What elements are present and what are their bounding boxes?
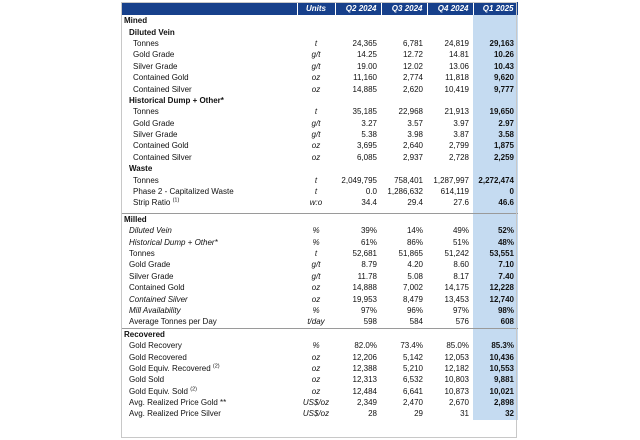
unit-cell: US$/oz	[302, 398, 330, 408]
header-units: Units	[297, 2, 335, 15]
value-cell: 35,185	[352, 107, 377, 117]
value-cell-current: 9,620	[473, 72, 518, 83]
unit-cell: %	[312, 226, 320, 236]
value-cell: 24,365	[352, 38, 377, 48]
value-cell-current	[473, 213, 518, 225]
value-cell: 758,401	[394, 175, 423, 185]
value-cell-current: 32	[473, 408, 518, 419]
value-cell: 61%	[360, 237, 377, 247]
value-cell: 12.02	[402, 61, 423, 71]
value-cell: 73.4%	[400, 341, 423, 351]
value-cell: 2,049,795	[341, 175, 377, 185]
value-cell	[335, 163, 381, 174]
value-cell-current: 9,881	[473, 374, 518, 385]
unit-cell: US$/oz	[302, 409, 330, 419]
value-cell: 12,484	[352, 386, 377, 396]
value-cell: 14%	[406, 226, 423, 236]
value-cell: 10,419	[444, 84, 469, 94]
unit-cell: t	[314, 107, 318, 117]
value-cell: 49%	[452, 226, 469, 236]
value-cell: 52,681	[352, 249, 377, 258]
operations-table-container	[121, 2, 518, 420]
header-period: Q4 2024	[427, 2, 473, 15]
row-label	[121, 328, 297, 340]
value-cell-current	[473, 328, 518, 340]
value-cell-current: 10,021	[473, 386, 518, 397]
row-label	[121, 140, 297, 151]
row-label	[121, 72, 297, 83]
value-cell-current: 10.43	[473, 61, 518, 72]
value-cell-current: 2,272,474	[473, 174, 518, 185]
unit-cell: g/t	[311, 50, 321, 60]
row-label-text: Diluted Vein	[129, 226, 172, 236]
header-period: Q2 2024	[335, 2, 381, 15]
unit-cell: t	[314, 175, 318, 185]
table-row	[121, 408, 518, 419]
value-cell-current	[473, 26, 518, 37]
value-cell: 82.0%	[354, 341, 377, 351]
table-row	[121, 282, 518, 293]
value-cell: 14,175	[444, 283, 469, 293]
row-label-text: Contained Silver	[129, 294, 188, 304]
unit-cell: oz	[311, 363, 321, 373]
value-cell: 12,313	[352, 375, 377, 385]
value-cell: 3.57	[407, 118, 423, 128]
row-label	[121, 259, 297, 270]
row-label	[121, 186, 297, 197]
row-label-text: Tonnes	[133, 175, 159, 185]
value-cell: 12,053	[444, 352, 469, 362]
row-label-text: Gold Sold	[129, 375, 165, 385]
value-cell: 3.98	[407, 130, 423, 140]
value-cell	[335, 213, 381, 225]
value-cell: 3.27	[361, 118, 377, 128]
row-label-text: Average Tonnes per Day	[129, 317, 217, 327]
value-cell: 5.08	[407, 271, 423, 281]
value-cell: 86%	[406, 237, 423, 247]
table-row	[121, 259, 518, 270]
operations-table	[121, 2, 519, 420]
value-cell: 8,479	[402, 294, 423, 304]
value-cell: 3,695	[356, 141, 377, 151]
value-cell	[427, 26, 473, 37]
value-cell: 19,953	[352, 294, 377, 304]
row-label-text: Waste	[129, 164, 153, 174]
value-cell: 584	[409, 317, 423, 327]
value-cell: 34.4	[361, 198, 377, 208]
row-label-text: Milled	[124, 214, 147, 224]
row-label	[121, 26, 297, 37]
row-label-text: Gold Grade	[133, 118, 175, 128]
value-cell: 39%	[360, 226, 377, 236]
value-cell: 10,873	[444, 386, 469, 396]
value-cell: 21,913	[444, 107, 469, 117]
value-cell: 2,774	[402, 73, 423, 83]
value-cell	[335, 15, 381, 26]
value-cell: 5.38	[361, 130, 377, 140]
table-row	[121, 386, 518, 397]
value-cell: 6,781	[402, 38, 423, 48]
row-label-text: Gold Equiv. Recovered	[129, 363, 211, 373]
value-cell: 8.79	[361, 260, 377, 270]
value-cell: 29.4	[407, 198, 423, 208]
row-label	[121, 282, 297, 293]
value-cell: 97%	[452, 305, 469, 315]
table-row	[121, 129, 518, 140]
value-cell: 8.60	[453, 260, 469, 270]
table-row	[121, 140, 518, 151]
row-label-text: Contained Gold	[129, 283, 185, 293]
row-label	[121, 408, 297, 419]
value-cell-current: 98%	[473, 305, 518, 316]
table-row	[121, 118, 518, 129]
value-cell: 97%	[360, 305, 377, 315]
value-cell	[381, 328, 427, 340]
row-label	[121, 271, 297, 282]
table-row	[121, 83, 518, 94]
value-cell: 28	[368, 409, 377, 419]
row-label	[121, 397, 297, 408]
section-row	[121, 328, 518, 340]
value-cell: 51,865	[398, 249, 423, 258]
unit-cell: t	[314, 38, 318, 48]
value-cell	[381, 26, 427, 37]
row-label	[121, 95, 297, 106]
row-label-text: Contained Silver	[133, 84, 192, 94]
subsection-row	[121, 163, 518, 174]
row-label	[121, 213, 297, 225]
row-label-text: Historical Dump + Other*	[129, 237, 218, 247]
value-cell-current: 12,228	[473, 282, 518, 293]
unit-cell: oz	[311, 141, 321, 151]
row-label	[121, 83, 297, 94]
value-cell: 12,388	[352, 363, 377, 373]
unit-cell	[297, 328, 335, 340]
value-cell: 6,085	[356, 152, 377, 162]
value-cell: 2,640	[402, 141, 423, 151]
unit-cell	[297, 95, 335, 106]
row-label	[121, 197, 297, 208]
row-label	[121, 152, 297, 163]
value-cell: 12,206	[352, 352, 377, 362]
value-cell: 2,937	[402, 152, 423, 162]
row-label	[121, 225, 297, 236]
row-label-text: Gold Recovered	[129, 352, 187, 362]
table-row	[121, 152, 518, 163]
row-label-text: Tonnes	[133, 107, 159, 117]
value-cell: 1,287,997	[433, 175, 469, 185]
value-cell-current: 7.10	[473, 259, 518, 270]
row-label	[121, 163, 297, 174]
value-cell	[427, 15, 473, 26]
value-cell-current: 46.6	[473, 197, 518, 208]
value-cell-current: 19,650	[473, 106, 518, 117]
table-row	[121, 236, 518, 247]
value-cell: 0.0	[365, 187, 377, 197]
value-cell: 2,670	[448, 398, 469, 408]
value-cell	[381, 15, 427, 26]
table-row	[121, 305, 518, 316]
value-cell: 14.25	[356, 50, 377, 60]
unit-cell: g/t	[311, 260, 321, 270]
value-cell-current	[473, 15, 518, 26]
value-cell: 19.00	[356, 61, 377, 71]
value-cell	[335, 95, 381, 106]
value-cell: 85.0%	[446, 341, 469, 351]
row-label	[121, 38, 297, 49]
unit-cell: oz	[311, 73, 321, 83]
row-label-text: Avg. Realized Price Silver	[129, 409, 221, 419]
value-cell-current: 3.58	[473, 129, 518, 140]
footnote-marker: (2)	[212, 363, 220, 370]
value-cell: 11,160	[353, 73, 377, 83]
value-cell-current: 10.26	[473, 49, 518, 60]
row-label	[121, 106, 297, 117]
value-cell-current: 12,740	[473, 293, 518, 304]
unit-cell: g/t	[311, 130, 321, 140]
row-label	[121, 118, 297, 129]
row-label-text: Historical Dump + Other*	[129, 95, 224, 105]
value-cell-current: 52%	[473, 225, 518, 236]
value-cell	[427, 163, 473, 174]
value-cell: 11.78	[357, 271, 377, 281]
value-cell: 22,968	[398, 107, 423, 117]
value-cell	[381, 95, 427, 106]
unit-cell: %	[312, 305, 320, 315]
value-cell-current	[473, 95, 518, 106]
value-cell: 10,803	[444, 375, 469, 385]
value-cell: 5,210	[402, 363, 423, 373]
unit-cell: t	[314, 249, 318, 258]
row-label-text: Contained Gold	[133, 73, 189, 83]
row-label	[121, 340, 297, 351]
value-cell: 96%	[406, 305, 423, 315]
row-label	[121, 15, 297, 26]
header-label-cell	[121, 2, 297, 15]
table-row	[121, 61, 518, 72]
value-cell-current: 53,551	[473, 248, 518, 259]
row-label-text: Strip Ratio	[133, 198, 171, 208]
value-cell: 51,242	[444, 249, 469, 258]
value-cell: 2,728	[448, 152, 469, 162]
table-row	[121, 72, 518, 83]
value-cell: 14.81	[448, 50, 469, 60]
value-cell: 2,799	[448, 141, 469, 151]
row-label-text: Gold Equiv. Sold	[129, 386, 188, 396]
row-label-text: Tonnes	[129, 249, 155, 258]
row-label-text: Gold Grade	[129, 260, 171, 270]
table-row	[121, 363, 518, 374]
value-cell-current: 10,436	[473, 351, 518, 362]
unit-cell: g/t	[311, 61, 321, 71]
table-row	[121, 340, 518, 351]
unit-cell	[297, 163, 335, 174]
table-row	[121, 316, 518, 328]
unit-cell: oz	[311, 283, 321, 293]
value-cell: 51%	[452, 237, 469, 247]
value-cell	[427, 95, 473, 106]
row-label	[121, 293, 297, 304]
row-label	[121, 174, 297, 185]
value-cell: 598	[363, 317, 377, 327]
unit-cell: oz	[311, 386, 321, 396]
unit-cell	[297, 15, 335, 26]
row-label	[121, 236, 297, 247]
unit-cell: t	[314, 187, 318, 197]
value-cell: 614,119	[440, 187, 469, 197]
table-row	[121, 174, 518, 185]
unit-cell: oz	[311, 294, 321, 304]
row-label-text: Diluted Vein	[129, 27, 175, 37]
unit-cell: oz	[311, 375, 321, 385]
value-cell-current: 85.3%	[473, 340, 518, 351]
value-cell: 13.06	[448, 61, 469, 71]
row-label-text: Recovered	[124, 329, 165, 339]
table-row	[121, 197, 518, 208]
value-cell-current: 2,259	[473, 152, 518, 163]
row-label	[121, 305, 297, 316]
value-cell	[335, 328, 381, 340]
unit-cell	[297, 213, 335, 225]
header-row	[121, 2, 518, 15]
table-row	[121, 186, 518, 197]
row-label-text: Contained Silver	[133, 152, 192, 162]
value-cell	[335, 26, 381, 37]
value-cell: 5,142	[402, 352, 423, 362]
value-cell-current: 0	[473, 186, 518, 197]
value-cell: 12.72	[402, 50, 423, 60]
unit-cell: g/t	[311, 118, 321, 128]
value-cell: 14,888	[352, 283, 377, 293]
row-label-text: Mill Availability	[129, 305, 181, 315]
table-row	[121, 351, 518, 362]
value-cell: 7,002	[402, 283, 423, 293]
value-cell	[381, 163, 427, 174]
value-cell	[427, 213, 473, 225]
value-cell-current: 9,777	[473, 83, 518, 94]
value-cell-current: 2.97	[473, 118, 518, 129]
footnote-marker: (2)	[190, 386, 197, 393]
table-body	[121, 15, 518, 420]
header-period-current: Q1 2025	[473, 2, 518, 15]
value-cell-current: 608	[473, 316, 518, 328]
table-row	[121, 38, 518, 49]
row-label	[121, 248, 297, 259]
row-label-text: Contained Gold	[133, 141, 189, 151]
header-period: Q3 2024	[381, 2, 427, 15]
row-label	[121, 316, 297, 328]
row-label-text: Gold Recovery	[129, 341, 182, 351]
table-row	[121, 248, 518, 259]
row-label-text: Silver Grade	[133, 61, 178, 71]
row-label-text: Tonnes	[133, 38, 159, 48]
value-cell: 31	[460, 409, 469, 419]
section-row	[121, 15, 518, 26]
table-row	[121, 49, 518, 60]
table-row	[121, 225, 518, 236]
value-cell: 6,532	[402, 375, 423, 385]
unit-cell: %	[312, 237, 320, 247]
table-row	[121, 374, 518, 385]
row-label	[121, 49, 297, 60]
value-cell: 3.87	[453, 130, 469, 140]
footnote-marker: (1)	[172, 197, 180, 204]
unit-cell: oz	[311, 84, 321, 94]
row-label	[121, 351, 297, 362]
unit-cell: oz	[311, 152, 321, 162]
subsection-row	[121, 95, 518, 106]
unit-cell: g/t	[311, 271, 321, 281]
row-label-text: Silver Grade	[133, 130, 178, 140]
value-cell-current: 7.40	[473, 271, 518, 282]
table-row	[121, 293, 518, 304]
value-cell-current: 2,898	[473, 397, 518, 408]
row-label	[121, 374, 297, 385]
value-cell: 1,286,632	[387, 187, 423, 197]
table-row	[121, 106, 518, 117]
row-label-text: Silver Grade	[129, 271, 174, 281]
section-row	[121, 213, 518, 225]
subsection-row	[121, 26, 518, 37]
unit-cell: t/day	[307, 317, 325, 327]
row-label-text: Avg. Realized Price Gold **	[129, 398, 227, 408]
value-cell: 11,818	[445, 73, 469, 83]
value-cell: 2,470	[402, 398, 423, 408]
value-cell: 27.6	[453, 198, 469, 208]
value-cell	[381, 213, 427, 225]
value-cell-current: 1,875	[473, 140, 518, 151]
value-cell-current: 29,163	[473, 38, 518, 49]
row-label-text: Gold Grade	[133, 50, 175, 60]
value-cell-current: 48%	[473, 236, 518, 247]
value-cell: 12,182	[444, 363, 469, 373]
row-label	[121, 129, 297, 140]
value-cell: 14,885	[352, 84, 377, 94]
value-cell	[427, 328, 473, 340]
value-cell: 4.20	[407, 260, 423, 270]
value-cell: 2,349	[356, 398, 377, 408]
unit-cell: %	[312, 341, 320, 351]
row-label	[121, 61, 297, 72]
row-label-text: Phase 2 - Capitalized Waste	[133, 187, 234, 197]
value-cell: 576	[455, 317, 469, 327]
value-cell: 8.17	[453, 271, 469, 281]
value-cell: 29	[414, 409, 423, 419]
unit-cell: w:o	[309, 198, 323, 208]
unit-cell	[297, 26, 335, 37]
value-cell: 3.97	[453, 118, 469, 128]
table-row	[121, 271, 518, 282]
row-label	[121, 363, 297, 374]
value-cell: 2,620	[402, 84, 423, 94]
value-cell: 13,453	[444, 294, 469, 304]
value-cell-current	[473, 163, 518, 174]
row-label-text: Mined	[124, 16, 148, 26]
value-cell: 6,641	[402, 386, 423, 396]
unit-cell: oz	[311, 352, 321, 362]
value-cell-current: 10,553	[473, 363, 518, 374]
row-label	[121, 386, 297, 397]
value-cell: 24,819	[444, 38, 469, 48]
table-row	[121, 397, 518, 408]
